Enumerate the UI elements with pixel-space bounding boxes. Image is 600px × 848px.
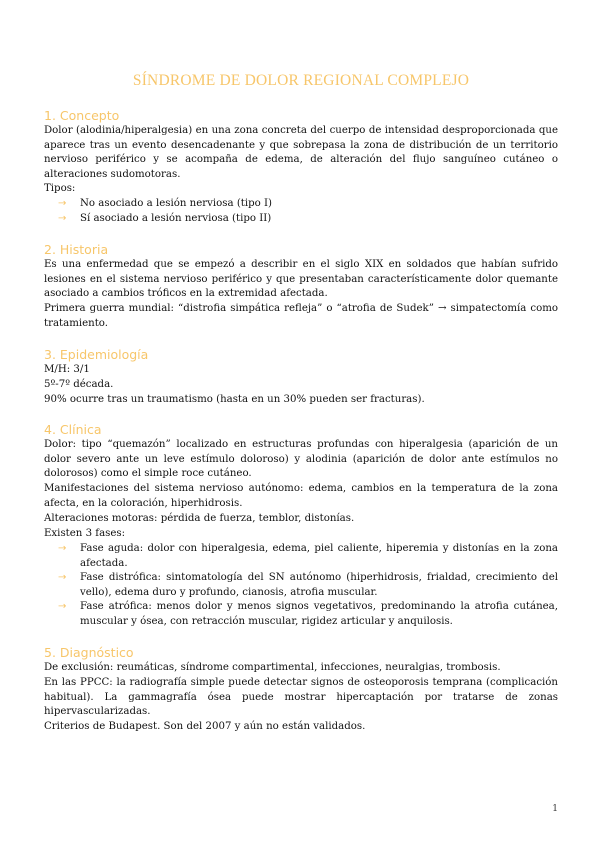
- clinica-paragraph: Dolor: tipo “quemazón” localizado en estructuras profundas con hiperalgesia (aparición de un dolor severo ante un leve estímulo doloroso) y alodinia (aparición de dolor ante estímulos no dolorosos) como el simple roce cutáneo.: [44, 439, 558, 479]
- document-title: SÍNDROME DE DOLOR REGIONAL COMPLEJO: [132, 72, 470, 89]
- diagnostico-paragraph: De exclusión: reumáticas, síndrome compartimental, infecciones, neuralgias, trombosis.: [44, 662, 501, 673]
- diagnostico-paragraph-2: En las PPCC: la radiografía simple puede detectar signos de osteoporosis temprana (complicación habitual). La gammagrafía ósea puede mostrar hipercaptación por tratarse de zonas hipervascularizadas.: [44, 677, 558, 717]
- clinica-fases-label: Existen 3 fases:: [44, 528, 126, 539]
- section-heading-diagnostico: 5. Diagnóstico: [44, 645, 134, 660]
- section-heading-concepto: 1. Concepto: [44, 108, 120, 123]
- list-item: → Fase aguda: dolor con hiperalgesia, edema, piel caliente, hiperemia y distonías en la zona afectada.: [58, 543, 558, 569]
- page-number: 1: [552, 804, 558, 814]
- historia-paragraph-2: Primera guerra mundial: “distrofia simpática refleja” o “atrofia de Sudek” → simpatectomía como tratamiento.: [44, 303, 558, 329]
- clinica-paragraph-2: Manifestaciones del sistema nervioso autónomo: edema, cambios en la temperatura de la zona afecta, en la coloración, hiperhidrosis.: [44, 483, 558, 509]
- epidemiologia-line: 90% ocurre tras un traumatismo (hasta en un 30% pueden ser fracturas).: [44, 394, 425, 405]
- epidemiologia-line: M/H: 3/1: [44, 364, 90, 375]
- arrow-bullet-icon: →: [58, 213, 67, 224]
- list-item: → Sí asociado a lesión nerviosa (tipo II): [58, 212, 558, 227]
- list-item: → Fase distrófica: sintomatología del SN autónomo (hiperhidrosis, frialdad, crecimiento del vello), edema duro y profundo, cianosis, atrofia muscular.: [58, 572, 558, 598]
- epidemiologia-line: 5º-7º década.: [44, 379, 114, 390]
- arrow-bullet-icon: →: [58, 543, 67, 554]
- arrow-bullet-icon: →: [58, 198, 67, 209]
- list-item: → No asociado a lesión nerviosa (tipo I): [58, 197, 558, 212]
- section-heading-epidemiologia: 3. Epidemiología: [44, 347, 149, 362]
- section-heading-clinica: 4. Clínica: [44, 422, 102, 437]
- section-heading-historia: 2. Historia: [44, 242, 109, 257]
- concepto-tipos-label: Tipos:: [44, 183, 76, 194]
- historia-paragraph: Es una enfermedad que se empezó a describir en el siglo XIX en soldados que habían sufrido lesiones en el sistema nervioso periférico y que presentaban característicamente dolor quemante asociado a cambios tróficos en la extremidad afectada.: [44, 259, 558, 299]
- clinica-paragraph-3: Alteraciones motoras: pérdida de fuerza, temblor, distonías.: [44, 513, 355, 524]
- concepto-paragraph: Dolor (alodinia/hiperalgesia) en una zona concreta del cuerpo de intensidad desproporcionada que aparece tras un evento desencadenante y que sobrepasa la zona de distribución de un territorio nervioso periférico y se acompaña de edema, de alteración del flujo sanguíneo cutáneo o alteraciones sudomotoras.: [44, 125, 558, 180]
- arrow-bullet-icon: →: [58, 601, 67, 612]
- list-item: → Fase atrófica: menos dolor y menos signos vegetativos, predominando la atrofia cutánea, muscular y ósea, con retracción muscular, rigidez articular y anquilosis.: [58, 601, 558, 627]
- arrow-bullet-icon: →: [58, 572, 67, 583]
- diagnostico-paragraph-3: Criterios de Budapest. Son del 2007 y aún no están validados.: [44, 721, 366, 732]
